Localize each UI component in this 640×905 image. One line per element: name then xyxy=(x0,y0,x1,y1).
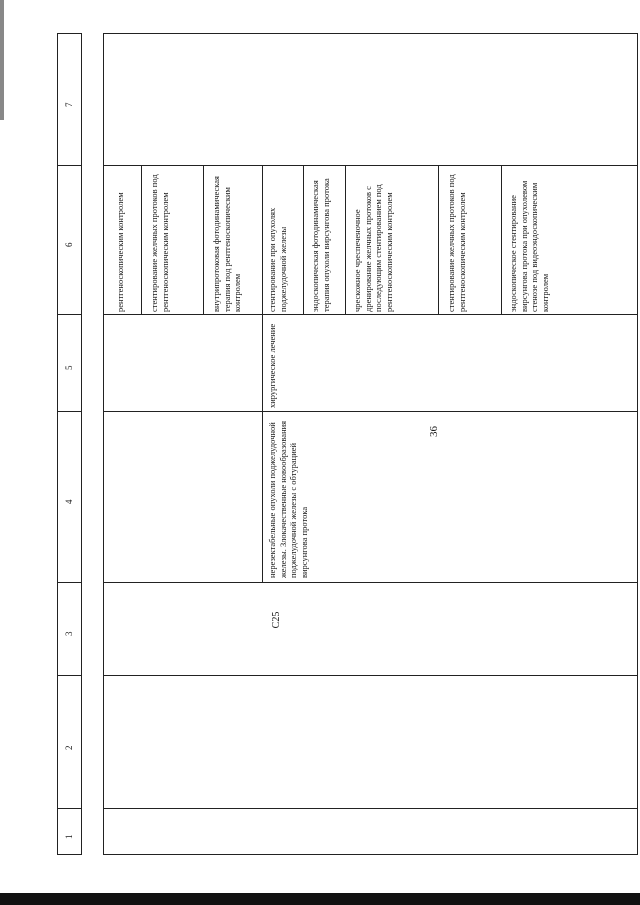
subrow-line xyxy=(203,165,204,314)
column-number-6: 6 xyxy=(64,242,74,247)
method-cell: стентирование при опухолях поджелудочной железы xyxy=(267,207,288,312)
method-cell: внутрипротоковая фотодинамическая терапия под рентгеноскопическим контролем xyxy=(211,176,243,312)
subrow-line xyxy=(501,165,502,314)
method-cell: стентирование желчных протоков под рентгеноскопическим контролем xyxy=(149,174,170,312)
header-divider xyxy=(57,411,82,412)
column-number-5: 5 xyxy=(64,365,74,370)
column-number-2: 2 xyxy=(64,745,74,750)
scan-edge xyxy=(0,893,640,905)
table-frame xyxy=(103,33,638,855)
header-divider xyxy=(57,808,82,809)
column-line xyxy=(103,314,638,315)
column-line xyxy=(103,411,638,412)
method-cell: эндоскопическое стентирование вирсунгова протока при опухолевом стенозе под видеоэндоскопическим контролем xyxy=(508,180,550,312)
header-divider xyxy=(57,582,82,583)
diagnosis-cell: нерезектабельные опухоли поджелудочной железы. Злокачественные новообразования поджелудочной железы с обтурацией вирсунгова протока xyxy=(267,420,309,578)
header-divider xyxy=(57,165,82,166)
method-cell: стентирование желчных протоков под рентгеноскопическим контролем xyxy=(446,174,467,312)
column-line xyxy=(103,165,638,166)
header-divider xyxy=(57,314,82,315)
scan-edge xyxy=(0,0,4,120)
row-line xyxy=(262,165,263,582)
page-number: 36 xyxy=(428,426,440,437)
method-cell: чрескожное чреспеченочное дренирование желчных протоков с последующим стентированием под рентгеноскопическим контролем xyxy=(352,184,394,312)
column-number-strip xyxy=(57,33,82,855)
header-divider xyxy=(57,675,82,676)
column-number-1: 1 xyxy=(64,834,74,839)
subrow-line xyxy=(438,165,439,314)
column-number-7: 7 xyxy=(64,102,74,107)
column-number-4: 4 xyxy=(64,499,74,504)
column-number-3: 3 xyxy=(64,631,74,636)
column-line xyxy=(103,675,638,676)
method-cell: рентгеноскопическим контролем xyxy=(115,192,125,312)
column-line xyxy=(103,582,638,583)
method-cell: эндоскопическая фотодинамическая терапия опухоли вирсунгова протока xyxy=(310,178,331,312)
treatment-type-cell: хирургическое лечение xyxy=(267,323,277,408)
column-line xyxy=(103,808,638,809)
subrow-line xyxy=(141,165,142,314)
subrow-line xyxy=(303,165,304,314)
icd-code-cell: C25 xyxy=(271,611,282,629)
subrow-line xyxy=(345,165,346,314)
